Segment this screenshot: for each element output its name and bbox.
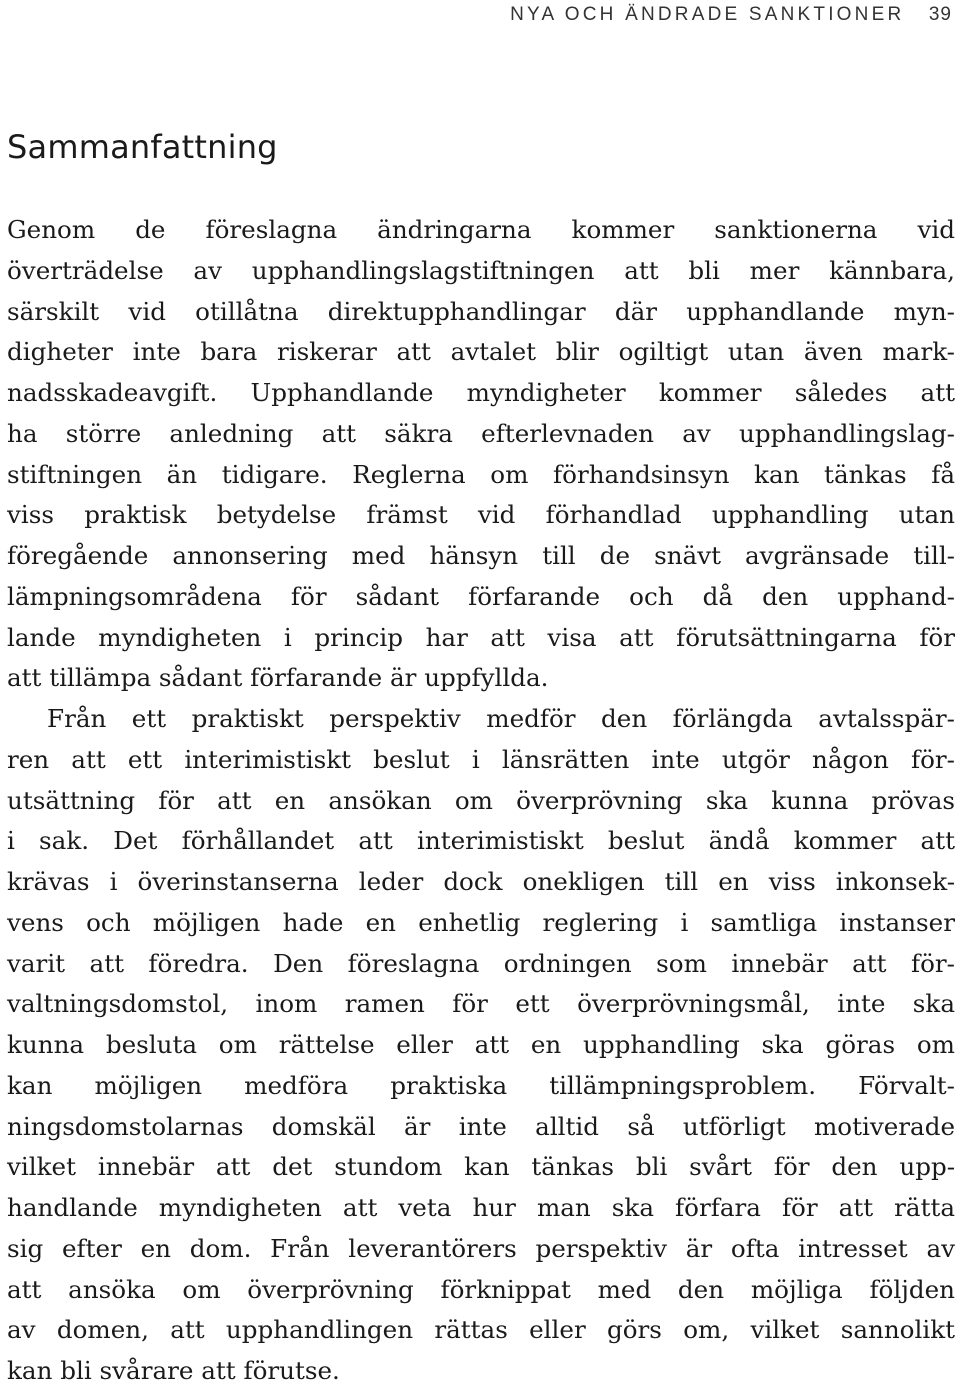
- text-line: utsättning för att en ansökan om överprövning ska kunna prövas: [7, 785, 955, 815]
- running-head: [510, 4, 952, 26]
- body-text: [7, 210, 955, 1392]
- text-line: vilket innebär att det stundom kan tänkas bli svårt för den upp-: [7, 1152, 955, 1182]
- text-line: sig efter en dom. Från leverantörers perspektiv är ofta intresset av: [7, 1233, 955, 1263]
- text-line: kan möjligen medföra praktiska tillämpningsproblem. Förvalt-: [7, 1070, 955, 1100]
- text-line: i sak. Det förhållandet att interimistiskt beslut ändå kommer att: [7, 826, 955, 856]
- page-number: 39: [928, 4, 952, 25]
- text-line: valtningsdomstol, inom ramen för ett överprövningsmål, inte ska: [7, 989, 955, 1019]
- text-line: lande myndigheten i princip har att visa att förutsättningarna för: [7, 622, 955, 652]
- text-line: ha större anledning att säkra efterlevnaden av upphandlingslag-: [7, 418, 955, 448]
- text-line: Från ett praktiskt perspektiv medför den förlängda avtalsspär-: [47, 704, 955, 733]
- text-line: nadsskadeavgift. Upphandlande myndigheter kommer således att: [7, 378, 955, 407]
- text-line: vens och möjligen hade en enhetlig reglering i samtliga instanser: [7, 907, 955, 937]
- text-line: kan bli svårare att förutse.: [7, 1356, 340, 1385]
- text-line: Genom de föreslagna ändringarna kommer sanktionerna vid: [7, 215, 955, 244]
- text-line: lämpningsområdena för sådant förfarande och då den upphand-: [7, 581, 955, 611]
- text-line: överträdelse av upphandlingslagstiftningen att bli mer kännbara,: [7, 255, 955, 285]
- text-line: viss praktisk betydelse främst vid förhandlad upphandling utan: [7, 500, 955, 530]
- text-line: av domen, att upphandlingen rättas eller görs om, vilket sannolikt: [7, 1315, 955, 1345]
- text-line: särskilt vid otillåtna direktupphandlingar där upphandlande myn-: [7, 296, 955, 326]
- text-line: krävas i överinstanserna leder dock onekligen till en viss inkonsek-: [7, 867, 955, 896]
- running-head-title: NYA OCH ÄNDRADE SANKTIONER: [510, 4, 905, 25]
- text-line: kunna besluta om rättelse eller att en upphandling ska göras om: [7, 1030, 955, 1059]
- text-line: ningsdomstolarnas domskäl är inte alltid så utförligt motiverade: [7, 1111, 955, 1141]
- paragraph: [7, 210, 955, 699]
- text-line: föregående annonsering med hänsyn till de snävt avgränsade till-: [7, 541, 955, 570]
- text-line: att ansöka om överprövning förknippat med den möjliga följden: [7, 1274, 955, 1304]
- section-heading: Sammanfattning: [7, 128, 278, 166]
- text-line: att tillämpa sådant förfarande är uppfyllda.: [7, 663, 549, 693]
- text-line: handlande myndigheten att veta hur man ska förfara för att rätta: [7, 1193, 955, 1222]
- text-line: ren att ett interimistiskt beslut i länsrätten inte utgör någon för-: [7, 744, 955, 774]
- text-line: stiftningen än tidigare. Reglerna om förhandsinsyn kan tänkas få: [7, 459, 955, 489]
- text-line: digheter inte bara riskerar att avtalet blir ogiltigt utan även mark-: [7, 337, 955, 367]
- paragraph: [7, 699, 955, 1392]
- text-line: varit att föredra. Den föreslagna ordningen som innebär att för-: [7, 948, 955, 978]
